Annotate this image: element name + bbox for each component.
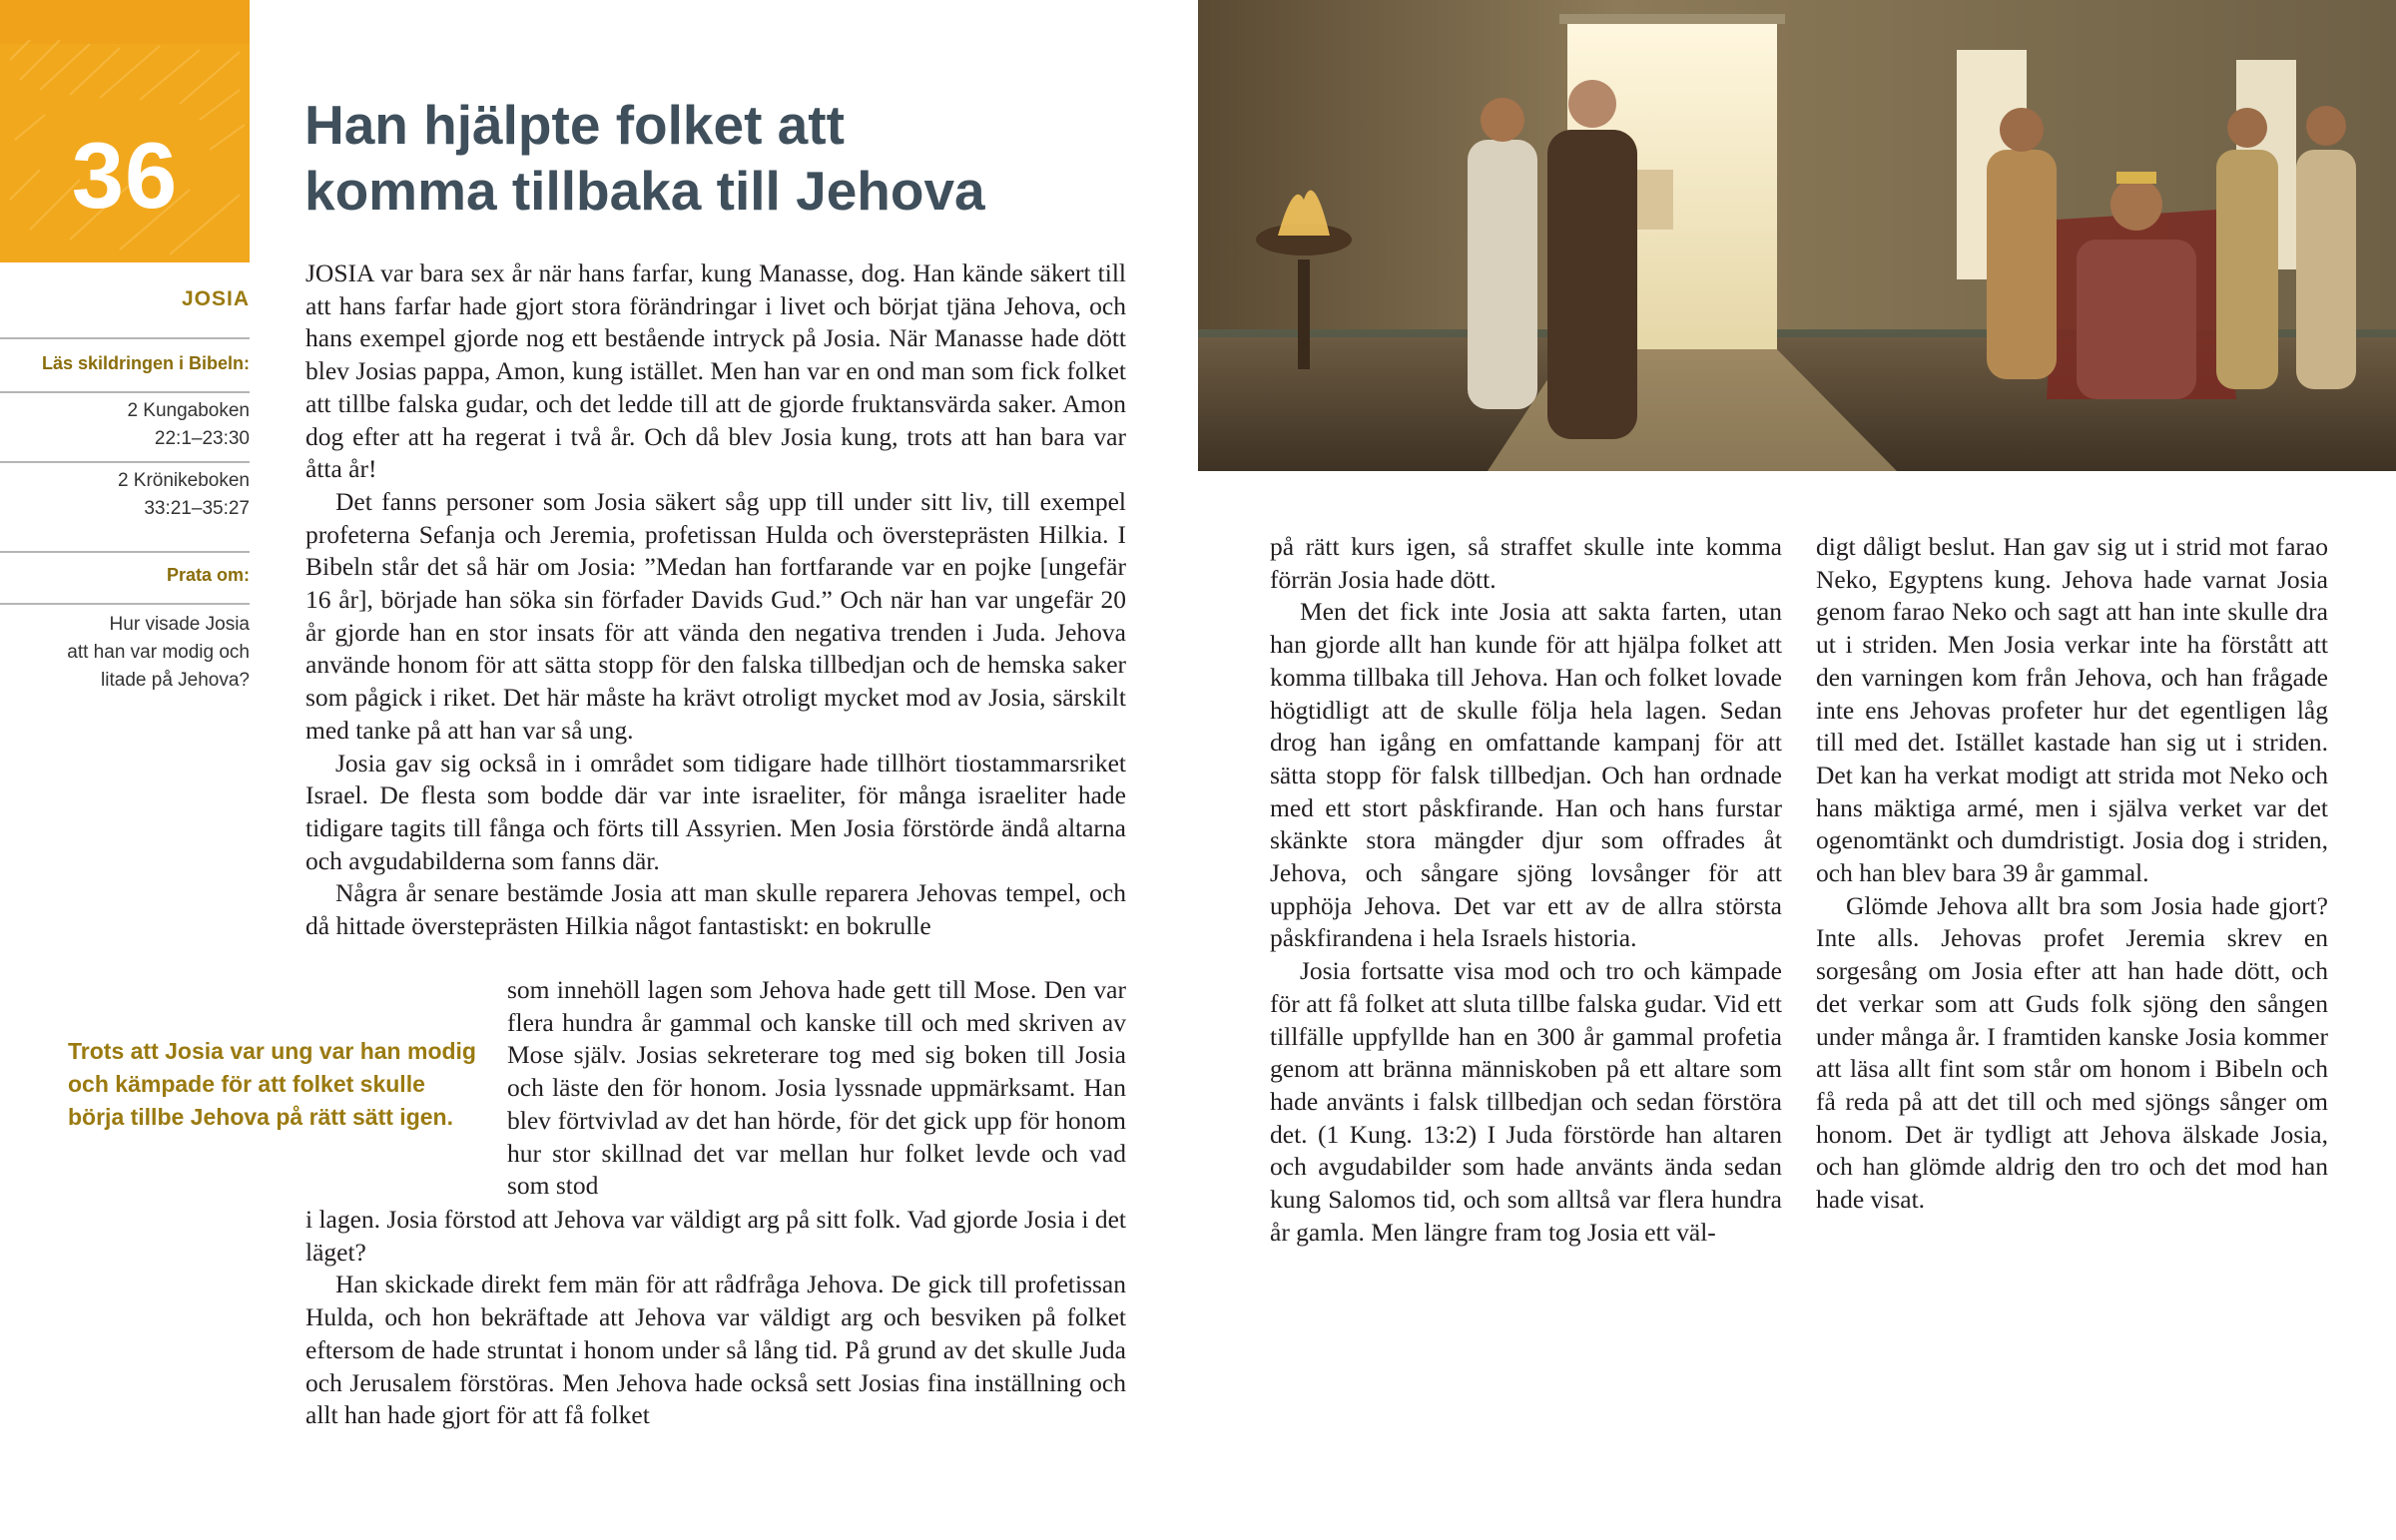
paragraph: i lagen. Josia förstod att Jehova var väldigt arg på sitt folk. Vad gjorde Josia i det läget? <box>305 1205 1126 1267</box>
body-column-1-bottom <box>305 1204 1126 1432</box>
question-line: att han var modig och <box>67 642 250 663</box>
divider <box>0 391 250 393</box>
read-label: Läs skildringen i Bibeln: <box>41 353 250 373</box>
title-line: komma tillbaka till Jehova <box>304 160 985 222</box>
chapter-badge <box>0 0 250 262</box>
title-line: Han hjälpte folket att <box>304 94 845 156</box>
paragraph: på rätt kurs igen, så straffet skulle inte komma förrän Josia hade dött. <box>1270 532 1782 594</box>
paragraph: Men det fick inte Josia att sakta farten, utan han gjorde allt han kunde för att hjälpa folket att komma tillbaka till Jehova. Han och folket lovade högtidligt att de skulle följa hela lagen. Sedan drog han igång en omfattande kampanj för att sätta stopp för falsk tillbedjan. Och han ordnade med ett stort påskfirande. Han och hans furstar skänkte stora mängder djur som offrades åt Jehova, och sångare sjöng lovsånger för att upphöja Jehova. Det var ett av de allra största påskfirandena i hela Israels historia. <box>1270 597 1782 953</box>
paragraph: Det fanns personer som Josia säkert såg upp till under sitt liv, till exempel profeterna Sefanja och Jeremia, profetissan Hulda och översteprästen Hilkia. I Bibeln står det så här om Josia: ”Medan han fortfarande var en pojke [ungefär 16 år], började han söka sin förfader Davids Gud.” Och när han var ungefär 20 år gjorde han en stor insats för att vända den negativa trenden i Juda. Jehova använde honom för att sätta stopp för den falska tillbedjan och de hemska saker som pågick i riket. Det här måste ha krävt otroligt mycket mod av Josia, särskilt med tanke på att han var så ung. <box>305 486 1126 745</box>
paragraph: JOSIA var bara sex år när hans farfar, kung Manasse, dog. Han kände säkert till att hans farfar hade gjort stora förändringar i livet och börjat tjäna Jehova, och hans exempel gjorde nog ett bestående intryck på Josia. När Manasse hade dött blev Josias pappa, Amon, kung istället. Men han var en ond man som fick folket att tillbe falska gudar, och det ledde till att de gjorde fruktansvärda saker. Amon dog efter att ha regerat i två år. Och då blev Josia kung, trots att han bara var åtta år! <box>305 258 1126 484</box>
question-line: litade på Jehova? <box>101 670 250 691</box>
divider <box>0 603 250 605</box>
body-column-1 <box>305 257 1126 943</box>
bible-reference <box>0 397 250 453</box>
paragraph: Glömde Jehova allt bra som Josia hade gjort? Inte alls. Jehovas profet Jeremia skrev en sorgesång om Josia efter att han hade dött, och det verkar som att Guds folk sjöng den sången under många år. I framtiden kanske Josia kommer att läsa allt fint som står om honom i Bibeln och få reda på att det till och med sjöngs sånger om honom. Det är tydligt att Jehova älskade Josia, och han glömde aldrig den tro och det mod han hade visat. <box>1816 890 2328 1215</box>
question-line: Hur visade Josia <box>109 614 250 635</box>
paragraph: som innehöll lagen som Jehova hade gett till Mose. Den var flera hundra år gammal och kanske till och med skriven av Mose själv. Josias sekreterare tog med sig boken till Josia och läste den för honom. Josia lyssnade uppmärksamt. Han blev förtvivlad av det han hörde, för det gick upp för honom hur stor skillnad det var mellan hur folket levde och vad som stod <box>507 975 1126 1201</box>
paragraph: Josia fortsatte visa mod och tro och kämpade för att få folket att sluta tillbe falska gudar. Vid ett tillfälle uppfyllde han en 300 år gammal profetia genom att bränna människoben på ett altare som hade använts i falsk tillbedjan och sedan förstöra det. (1 Kung. 13:2) I Juda förstörde han altaren och avgudabilder som hade använts ända sedan kung Salomos tid, och som alltså var flera hundra år gamla. Men längre fram tog Josia ett väl- <box>1270 956 1782 1247</box>
pull-quote: Trots att Josia var ung var han modig och kämpade för att folket skulle börja tillbe Jehova på rätt sätt igen. <box>68 1038 476 1130</box>
bible-reference <box>0 467 250 523</box>
divider <box>0 337 250 339</box>
reference-book: 2 Krönikeboken <box>117 470 250 491</box>
paragraph: Några år senare bestämde Josia att man skulle reparera Jehovas tempel, och då hittade översteprästen Hilkia något fantastiskt: en bokrulle <box>305 878 1126 941</box>
paragraph: Josia gav sig också in i området som tidigare hade tillhört tiostammarsriket Israel. De flesta som bodde där var inte israeliter, för många israeliter hade tidigare tagits till fånga och förts till Assyrien. Men Josia förstörde ändå altarna och avgudabilderna som fanns där. <box>305 748 1126 875</box>
reference-book: 2 Kungaboken <box>127 400 250 421</box>
person-name: JOSIA <box>181 287 250 310</box>
discussion-question <box>0 611 250 695</box>
reference-verses: 22:1–23:30 <box>154 428 250 449</box>
figure-scribe <box>1468 98 1537 409</box>
paragraph: Han skickade direkt fem män för att rådfråga Jehova. De gick till profetissan Hulda, och hon bekräftade att Jehova var väldigt arg och besviken på folket eftersom de hade struntat i honom under så lång tid. På grund av det skulle Juda och Jerusalem förstöras. Men Jehova hade också sett Josias fina inställning och allt han hade gjort för att få folket <box>305 1270 1126 1430</box>
page-title <box>304 92 1003 224</box>
divider <box>0 461 250 463</box>
reference-verses: 33:21–35:27 <box>144 498 250 519</box>
chapter-number: 36 <box>71 123 179 228</box>
talk-label: Prata om: <box>166 565 250 585</box>
body-column-2 <box>1270 531 1782 1249</box>
illustration-josiah-scroll <box>1198 0 2396 471</box>
paragraph: digt dåligt beslut. Han gav sig ut i strid mot farao Neko, Egyptens kung. Jehova hade varnat Josia genom farao Neko och sagt att han inte skulle dra ut i striden. Men Josia verkar inte ha förstått att den varningen kom från Jehova, och han frågade inte ens Jehovas profeter hur det egentligen låg till med det. Istället kastade han sig ut i striden. Det kan ha verkat modigt att strida mot Neko och hans mäktiga armé, men i själva verket var det ogenomtänkt och dumdristigt. Josia dog i striden, och han blev bara 39 år gammal. <box>1816 532 2328 888</box>
body-column-3 <box>1816 531 2328 1217</box>
divider <box>0 551 250 553</box>
body-column-1-wrap <box>507 974 1126 1203</box>
